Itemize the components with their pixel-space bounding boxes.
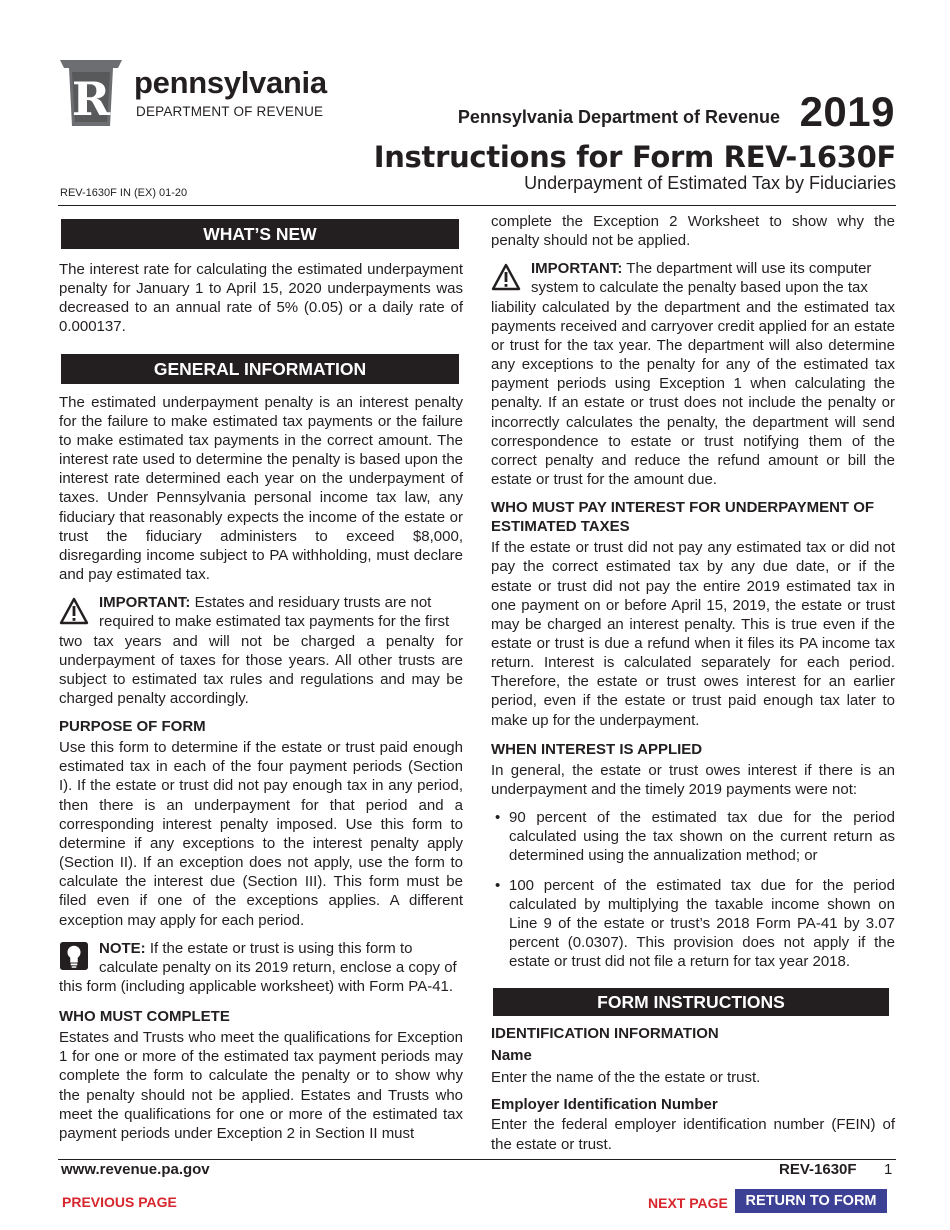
form-instructions-heading: FORM INSTRUCTIONS [493, 988, 889, 1016]
continued-text: complete the Exception 2 Worksheet to show why the penalty should not be applied. [491, 213, 895, 250]
page-title: Instructions for Form REV-1630F [373, 140, 896, 174]
interest-conditions-list [491, 808, 895, 971]
whats-new-heading: WHAT’S NEW [61, 219, 459, 249]
general-information-heading: GENERAL INFORMATION [61, 354, 459, 384]
list-item: • 100 percent of the estimated tax due for the period calculated by multiplying the taxable income shown on Line 9 of the estate or trust’s 2018 Form PA-41 by 3.07 percent (0.0307). This provision does not apply if the estate or trust did not file a return for tax year 2018. [495, 876, 895, 971]
next-page-link[interactable]: NEXT PAGE [648, 1195, 728, 1211]
logo-wordmark: pennsylvania [134, 65, 327, 100]
purpose-text: Use this form to determine if the estate or trust paid enough estimated tax in each of the four payment periods (Section I). If the estate or trust did not pay enough tax in any period, then there is an underpayment for that period and a corresponding interest penalty imposed. Use this form to determine if any exceptions to the interest penalty apply (Section II). If an exception does not apply, use the form to calculate the interest due (Section III). This form must be filed even if one of the exceptions applies. A different exception may apply for each period. [59, 739, 463, 929]
keystone-logo-icon [58, 58, 124, 128]
page-subtitle: Underpayment of Estimated Tax by Fiduciaries [524, 173, 896, 193]
footer-divider [58, 1159, 896, 1160]
ein-text: Enter the federal employer identification number (FEIN) of the estate or trust. [491, 1116, 895, 1153]
identification-heading: IDENTIFICATION INFORMATION [491, 1025, 719, 1043]
who-must-complete-text: Estates and Trusts who meet the qualifications for Exception 1 for one or more of the estimated tax payment periods may complete the form to calculate the penalty or to show why the penalty should not be applied. Estates and Trusts who meet the qualifications for one or more of the estimated tax payment periods under Exception 2 in Section II must [59, 1029, 463, 1142]
warning-icon [491, 263, 521, 291]
footer-form-number: REV-1630F [779, 1161, 857, 1178]
page-number: 1 [884, 1161, 893, 1178]
when-interest-heading: WHEN INTEREST IS APPLIED [491, 740, 703, 758]
list-item: • 90 percent of the estimated tax due for the period calculated using the tax shown on the current return as determined using the annualization method; or [495, 809, 895, 865]
important-line-1: The department will use its computer [626, 260, 872, 278]
name-heading: Name [491, 1047, 532, 1065]
pa-revenue-logo [58, 58, 338, 130]
logo-department: DEPARTMENT OF REVENUE [136, 104, 324, 119]
important-line-1: Estates and residuary trusts are not [194, 594, 432, 612]
note-text: this form (including applicable worksheet) with Form PA-41. [59, 978, 454, 995]
important-lead: IMPORTANT: [531, 260, 623, 278]
note-lead: NOTE: [99, 939, 146, 957]
important-line-2: required to make estimated tax payments for the first [99, 613, 450, 631]
note-line-2: calculate penalty on its 2019 return, enclose a copy of [99, 958, 457, 976]
tax-year: 2019 [799, 88, 895, 135]
who-must-complete-heading: WHO MUST COMPLETE [59, 1008, 230, 1026]
website-url: www.revenue.pa.gov [61, 1161, 210, 1178]
form-code: REV-1630F IN (EX) 01-20 [60, 187, 188, 199]
general-information-text: The estimated underpayment penalty is an interest penalty for the failure to make estimated tax payments or the failure to make estimated tax payments in the correct amount. The interest rate used to determine the penalty is based upon the interest rate determined each year on the underpayment of taxes. Under Pennsylvania personal income tax law, any fiduciary that reasonably expects the income of the estate or trust the fiduciary administers to exceed $8,000, disregarding income subject to PA withholding, must declare and pay estimated tax. [59, 393, 463, 584]
warning-icon [59, 597, 89, 625]
important-callout [59, 593, 463, 708]
important-text: liability calculated by the department and the estimated tax payments received and carryover credit applied for an estate or trust for the tax year. The department will also determine any exceptions to the penalty for any of the estimated tax payment periods using Exception 1 when calculating the penalty. If an estate or trust does not include the penalty or incorrectly calculates the penalty, the department will send correspondence to estate or trust notifying them of the correct penalty and reduce the refund amount or bill the estate or trust for the amount due. [491, 298, 895, 489]
ein-heading: Employer Identification Number [491, 1096, 718, 1114]
header-divider [58, 205, 896, 206]
lightbulb-icon [59, 942, 89, 970]
important-lead: IMPORTANT: [99, 594, 191, 612]
previous-page-link[interactable]: PREVIOUS PAGE [62, 1194, 177, 1210]
right-column [491, 212, 895, 1154]
important-text: two tax years and will not be charged a penalty for underpayment of taxes for those years. All other trusts are subject to estimated tax rules and regulations and may be charged penalty accordingly. [59, 632, 463, 707]
agency-name: Pennsylvania Department of Revenue [457, 107, 780, 127]
note-line-1: If the estate or trust is using this form to [149, 939, 413, 957]
who-must-pay-text: If the estate or trust did not pay any estimated tax or did not pay the correct estimated tax by any due date, or if the estate or trust did not pay the entire 2019 estimated tax in one payment on or before April 15, 2019, the estate or trust may be charged an interest penalty. This is true even if the estate or trust is due a refund when it files its PA income tax return. Interest is calculated separately for each period. Therefore, the estate or trust owes interest for an earlier period, even if the estate or trust paid enough tax later to make up for the underpayment. [491, 539, 895, 729]
whats-new-text: The interest rate for calculating the estimated underpayment penalty for January 1 to April 15, 2020 underpayments was decreased to an annual rate of 5% (0.05) or a daily rate of 0.000137. [59, 261, 463, 336]
important-line-2: system to calculate the penalty based upon the tax [531, 279, 868, 297]
name-text: Enter the name of the the estate or trust. [491, 1069, 761, 1087]
svg-text:R: R [71, 72, 111, 126]
return-to-form-button[interactable]: RETURN TO FORM [735, 1189, 887, 1213]
when-interest-text: In general, the estate or trust owes interest if there is an underpayment and the timely 2019 payments were not: [491, 761, 895, 798]
purpose-heading: PURPOSE OF FORM [59, 718, 206, 736]
important-callout-right [491, 259, 895, 489]
note-callout [59, 939, 463, 996]
who-must-pay-heading: WHO MUST PAY INTEREST FOR UNDERPAYMENT OF ESTIMATED TAXES [491, 499, 875, 536]
left-column [59, 214, 463, 1143]
